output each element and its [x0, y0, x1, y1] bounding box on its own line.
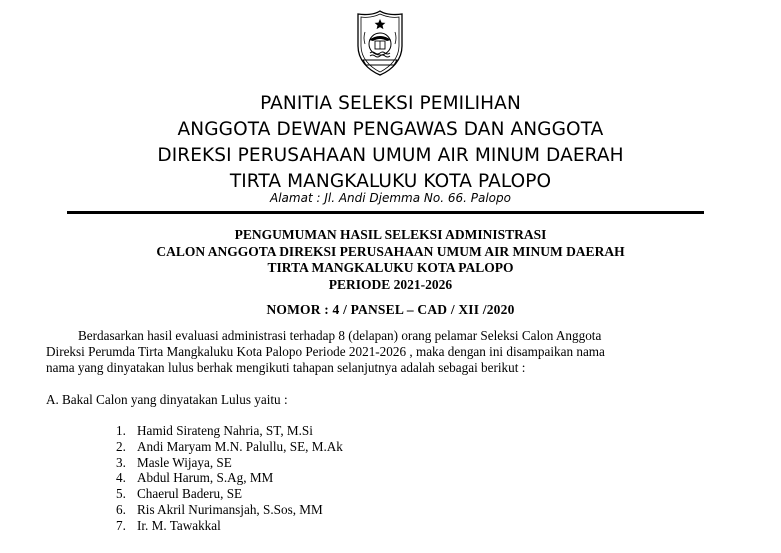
- letterhead-line-1: PANITIA SELEKSI PEMILIHAN: [260, 93, 521, 114]
- announcement-title-line-3: TIRTA MANGKALUKU KOTA PALOPO: [267, 260, 514, 275]
- list-item-number: 6.: [116, 501, 126, 517]
- candidate-name: Ris Akril Nurimansjah, S.Sos, MM: [137, 501, 323, 517]
- body-paragraph-line-2: Direksi Perumda Tirta Mangkaluku Kota Palopo Periode 2021-2026 , maka dengan ini disampaikan nama: [46, 344, 605, 359]
- section-letter: A.: [46, 392, 59, 407]
- candidate-name: Abdul Harum, S.Ag, MM: [137, 470, 274, 486]
- city-emblem-logo: [356, 10, 404, 76]
- candidate-name: Ir. M. Tawakkal: [137, 517, 221, 533]
- candidate-name: Hamid Sirateng Nahria, ST, M.Si: [137, 423, 313, 438]
- list-item: [108, 502, 343, 518]
- letterhead-divider: [67, 211, 704, 214]
- list-item-number: 1.: [116, 423, 126, 438]
- section-title: Bakal Calon yang dinyatakan Lulus yaitu :: [62, 392, 288, 407]
- letterhead-address: Alamat : Jl. Andi Djemma No. 66. Palopo: [270, 191, 511, 205]
- announcement-title-line-2: CALON ANGGOTA DIREKSI PERUSAHAAN UMUM AIR MINUM DAERAH: [156, 243, 625, 259]
- announcement-title: [0, 227, 781, 293]
- list-item-number: 3.: [116, 454, 126, 470]
- list-item: [108, 486, 343, 502]
- list-item: [108, 470, 343, 486]
- letterhead-line-4: TIRTA MANGKALUKU KOTA PALOPO: [229, 171, 552, 192]
- list-item: [108, 423, 343, 439]
- announcement-number: NOMOR : 4 / PANSEL – CAD / XII /2020: [266, 302, 515, 317]
- body-paragraph-line-3: nama yang dinyatakan lulus berhak mengikuti tahapan selanjutnya adalah sebagai berikut :: [46, 360, 526, 375]
- list-item-number: 5.: [116, 486, 126, 502]
- letterhead-line-2: ANGGOTA DEWAN PENGAWAS DAN ANGGOTA: [177, 119, 604, 140]
- announcement-title-line-1: PENGUMUMAN HASIL SELEKSI ADMINISTRASI: [234, 227, 547, 242]
- candidate-name: Masle Wijaya, SE: [137, 454, 232, 470]
- body-paragraph-line-1: Berdasarkan hasil evaluasi administrasi terhadap 8 (delapan) orang pelamar Seleksi Calon Anggota: [78, 328, 602, 343]
- list-item-number: 2.: [116, 438, 126, 454]
- candidate-name: Chaerul Baderu, SE: [137, 486, 243, 502]
- list-item: [108, 455, 343, 471]
- announcement-title-line-4: PERIODE 2021-2026: [328, 276, 453, 292]
- letterhead-line-3: DIREKSI PERUSAHAAN UMUM AIR MINUM DAERAH: [157, 145, 624, 166]
- list-item: [108, 439, 343, 455]
- section-a-heading: [46, 392, 288, 408]
- list-item-number: 7.: [116, 517, 126, 533]
- candidate-list: [108, 423, 343, 534]
- body-paragraph: [46, 328, 746, 376]
- letterhead-title: [0, 91, 781, 195]
- candidate-name: Andi Maryam M.N. Palullu, SE, M.Ak: [137, 438, 343, 454]
- list-item-number: 4.: [116, 470, 126, 486]
- list-item: [108, 518, 343, 534]
